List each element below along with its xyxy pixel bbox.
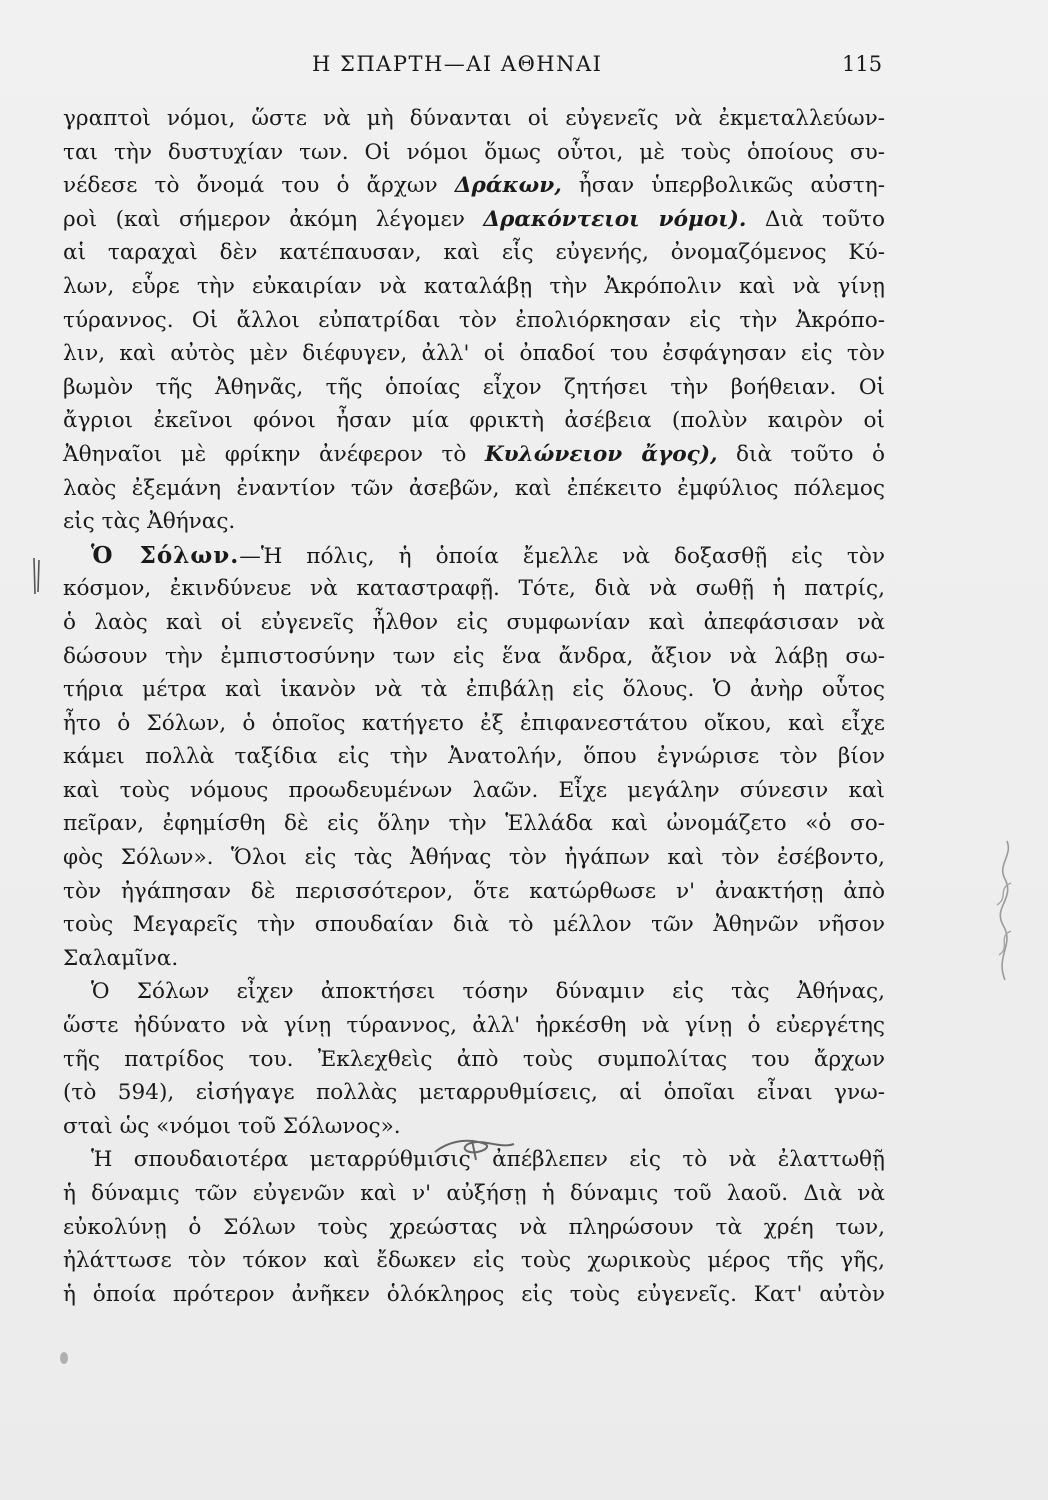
text-segment: τύραννος. Οἱ ἄλλοι εὐπατρίδαι τὸν ἐπολιόρκησαν εἰς τὴν Ἀκρόπο-	[63, 307, 885, 333]
text-segment: καὶ τοὺς νόμους προωδευμένων λαῶν. Εἶχε μεγάλην σύνεσιν καὶ	[63, 777, 885, 803]
text-segment: φὸς Σόλων». Ὅλοι εἰς τὰς Ἀθήνας τὸν ἠγάπων καὶ τὸν ἐσέβοντο,	[63, 845, 885, 871]
text-segment: (τὸ 594), εἰσήγαγε πολλὰς μεταρρυθμίσεις, αἱ ὁποῖαι εἶναι γνω-	[63, 1080, 885, 1106]
text-line	[63, 102, 885, 136]
text-line	[63, 975, 885, 1009]
text-line	[63, 1076, 885, 1110]
margin-pencil-mark	[30, 556, 44, 596]
text-line	[63, 1043, 885, 1077]
text-line	[63, 404, 885, 438]
text-segment: λαὸς ἐξεμάνη ἐναντίον τῶν ἀσεβῶν, καὶ ἐπέκειτο ἐμφύλιος πόλεμος	[63, 475, 885, 501]
text-line	[63, 740, 885, 774]
text-segment: ὁ λαὸς καὶ οἱ εὐγενεῖς ἦλθον εἰς συμφωνίαν καὶ ἀπεφάσισαν νὰ	[63, 609, 885, 635]
text-segment: νέδεσε τὸ ὄνομά του ὁ ἄρχων	[63, 173, 455, 199]
text-line	[63, 774, 885, 808]
text-segment: εἰς τὰς Ἀθήνας.	[63, 509, 236, 535]
text-line	[63, 875, 885, 909]
text-segment: Σαλαμῖνα.	[63, 945, 179, 971]
text-line	[63, 1009, 885, 1043]
text-line	[63, 908, 885, 942]
text-segment: ἡ δύναμις τῶν εὐγενῶν καὶ ν' αὐξήσῃ ἡ δύναμις τοῦ λαοῦ. Διὰ νὰ	[63, 1181, 885, 1206]
text-segment: ἡ ὁποία πρότερον ἀνῆκεν ὁλόκληρος εἰς τοὺς εὐγενεῖς. Κατ' αὐτὸν	[63, 1281, 885, 1307]
text-segment: κόσμον, ἐκινδύνευε νὰ καταστραφῇ. Τότε, διὰ νὰ σωθῇ ἡ πατρίς,	[63, 576, 885, 602]
text-segment: διὰ τοῦτο ὁ	[717, 441, 885, 467]
text-line	[63, 203, 885, 237]
emphasized-term: Δράκων,	[454, 173, 562, 199]
running-title: Η ΣΠΑΡΤΗ—ΑΙ ΑΘΗΝΑΙ	[312, 52, 603, 76]
text-segment: Ἡ σπουδαιοτέρα μεταρρύθμισις ἀπέβλεπεν εἰς τὸ νὰ ἐλαττωθῇ	[91, 1147, 885, 1173]
text-line	[63, 640, 885, 674]
text-line	[63, 606, 885, 640]
text-segment: ἄγριοι ἐκεῖνοι φόνοι ἦσαν μία φρικτὴ ἀσέβεια (πολὺν καιρὸν οἱ	[63, 408, 885, 434]
text-segment: τοὺς Μεγαρεῖς τὴν σπουδαίαν διὰ τὸ μέλλον τῶν Ἀθηνῶν νῆσον	[63, 912, 885, 938]
text-segment: δώσουν τὴν ἐμπιστοσύνην των εἰς ἕνα ἄνδρα, ἄξιον νὰ λάβῃ σω-	[63, 643, 885, 669]
text-line	[63, 438, 885, 472]
text-segment: Ἀθηναῖοι μὲ φρίκην ἀνέφερον τὸ	[63, 441, 485, 467]
section-heading: Ὁ Σόλων.	[91, 541, 240, 569]
text-segment: ἦτο ὁ Σόλων, ὁ ὁποῖος κατήγετο ἐξ ἐπιφανεστάτου οἴκου, καὶ εἶχε	[63, 710, 885, 736]
page-header	[0, 52, 1048, 82]
text-line	[63, 136, 885, 170]
text-segment: Διὰ τοῦτο	[746, 206, 885, 232]
text-segment: ἠλάττωσε τὸν τόκον καὶ ἔδωκεν εἰς τοὺς χωρικοὺς μέρος τῆς γῆς,	[63, 1248, 885, 1274]
text-line	[63, 1177, 885, 1211]
text-segment: βωμὸν τῆς Ἀθηνᾶς, τῆς ὁποίας εἶχον ζητήσει τὴν βοήθειαν. Οἱ	[63, 374, 885, 400]
text-line	[63, 841, 885, 875]
text-line	[63, 304, 885, 338]
text-segment: τὸν ἠγάπησαν δὲ περισσότερον, ὅτε κατώρθωσε ν' ἀνακτήσῃ ἀπὸ	[63, 878, 885, 904]
text-line	[63, 707, 885, 741]
emphasized-term: Δρακόντειοι νόμοι).	[483, 206, 747, 232]
text-line	[63, 472, 885, 506]
text-line	[63, 1211, 885, 1245]
page-number: 115	[842, 52, 883, 76]
text-line	[63, 505, 885, 539]
ink-speck	[60, 1352, 68, 1364]
text-segment: κάμει πολλὰ ταξίδια εἰς τὴν Ἀνατολήν, ὅπου ἐγνώρισε τὸν βίον	[63, 744, 885, 770]
text-segment: ροὶ (καὶ σήμερον ἀκόμη λέγομεν	[63, 206, 484, 232]
text-line	[63, 371, 885, 405]
text-segment: τῆς πατρίδος του. Ἐκλεχθεὶς ἀπὸ τοὺς συμπολίτας του ἄρχων	[63, 1046, 885, 1072]
text-segment: εὐκολύνῃ ὁ Σόλων τοὺς χρεώστας νὰ πληρώσουν τὰ χρέη των,	[63, 1214, 885, 1240]
emphasized-term: Κυλώνειον ἄγος),	[484, 441, 718, 467]
text-segment: ἦσαν ὑπερβολικῶς αὐστη-	[561, 173, 885, 199]
text-line	[63, 673, 885, 707]
text-segment: λων, εὗρε τὴν εὐκαιρίαν νὰ καταλάβῃ τὴν Ἀκρόπολιν καὶ νὰ γίνῃ	[63, 273, 885, 299]
text-segment: αἱ ταραχαὶ δὲν κατέπαυσαν, καὶ εἷς εὐγενής, ὀνομαζόμενος Κύ-	[63, 240, 885, 266]
text-segment: —Ἡ πόλις, ἡ ὁποία ἔμελλε νὰ δοξασθῇ εἰς τὸν	[239, 543, 885, 569]
text-segment: Ὁ Σόλων εἶχεν ἀποκτήσει τόσην δύναμιν εἰς τὰς Ἀθήνας,	[91, 979, 885, 1005]
text-line	[63, 572, 885, 606]
text-line	[63, 942, 885, 976]
text-line	[63, 539, 885, 573]
text-line	[63, 1278, 885, 1312]
text-segment: τήρια μέτρα καὶ ἱκανὸν νὰ τὰ ἐπιβάλῃ εἰς ὅλους. Ὁ ἀνὴρ οὗτος	[63, 677, 885, 703]
text-segment: γραπτοὶ νόμοι, ὥστε νὰ μὴ δύνανται οἱ εὐγενεῖς νὰ ἐκμεταλλεύων-	[63, 106, 885, 131]
text-segment: σταὶ ὡς «νόμοι τοῦ Σόλωνος».	[63, 1113, 401, 1139]
text-line	[63, 1244, 885, 1278]
text-segment: πεῖραν, ἐφημίσθη δὲ εἰς ὅλην τὴν Ἑλλάδα καὶ ὠνομάζετο «ὁ σο-	[63, 811, 885, 837]
text-line	[63, 169, 885, 203]
margin-handwriting	[985, 835, 1025, 985]
text-line	[63, 807, 885, 841]
text-segment: ὥστε ἠδύνατο νὰ γίνῃ τύραννος, ἀλλ' ἠρκέσθη νὰ γίνῃ ὁ εὐεργέτης	[63, 1013, 885, 1039]
text-line	[63, 236, 885, 270]
text-line	[63, 337, 885, 371]
pencil-scribble	[430, 1130, 520, 1170]
text-line	[63, 270, 885, 304]
text-segment: λιν, καὶ αὐτὸς μὲν διέφυγεν, ἀλλ' οἱ ὀπαδοί του ἐσφάγησαν εἰς τὸν	[63, 341, 885, 367]
text-segment: ται τὴν δυστυχίαν των. Οἱ νόμοι ὅμως οὗτοι, μὲ τοὺς ὁποίους συ-	[63, 139, 885, 165]
